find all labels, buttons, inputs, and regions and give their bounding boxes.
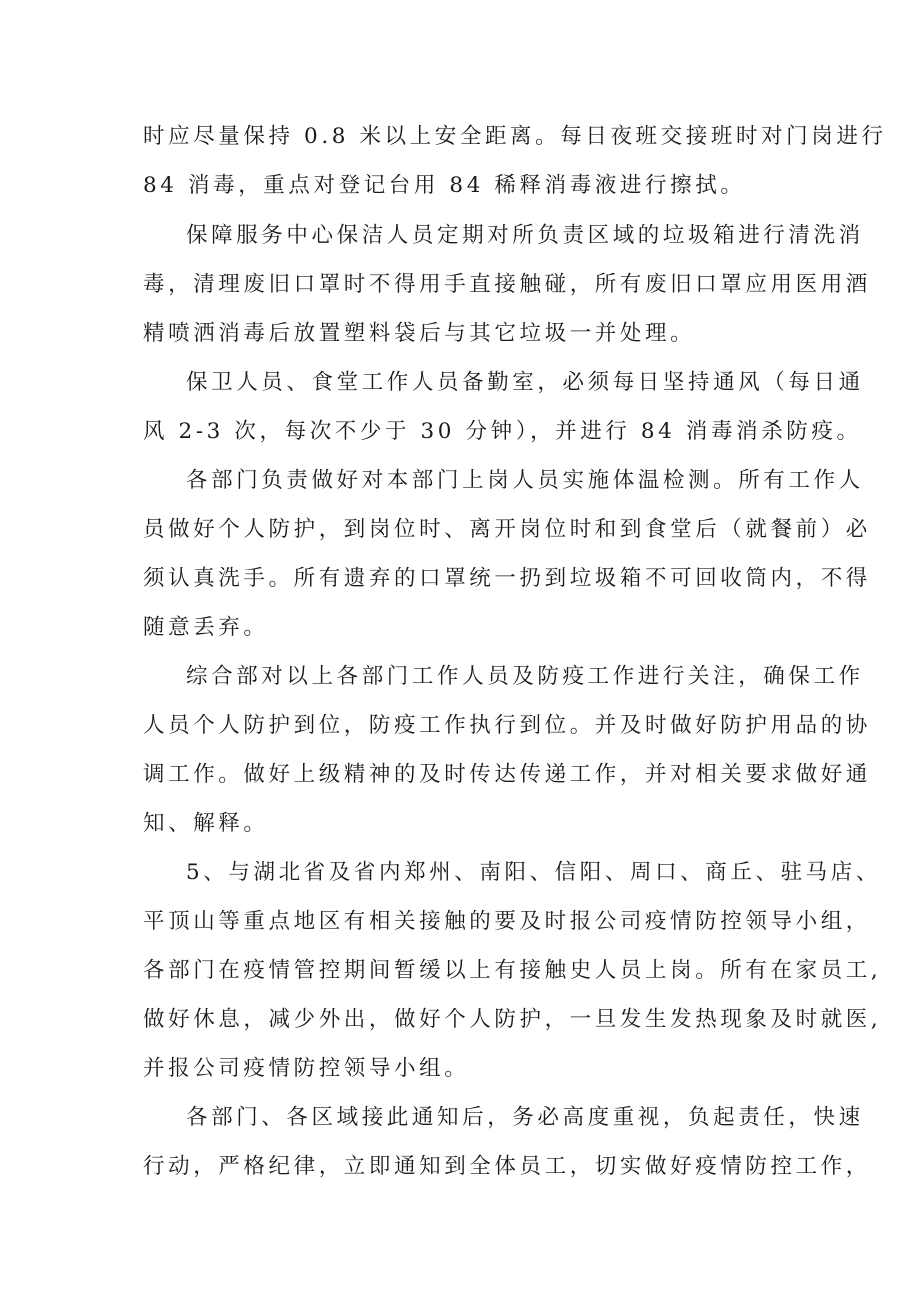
text-line: 毒，清理废旧口罩时不得用手直接触碰，所有废旧口罩应用医用酒 bbox=[143, 272, 871, 297]
text-line: 知、解释。 bbox=[143, 811, 269, 836]
text-line: 须认真洗手。所有遗弃的口罩统一扔到垃圾箱不可回收筒内，不得 bbox=[143, 566, 871, 591]
paragraph-start: 各部门负责做好对本部门上岗人员实施体温检测。所有工作人 bbox=[186, 468, 864, 493]
text-line: 风 2-3 次，每次不少于 30 分钟），并进行 84 消毒消杀防疫。 bbox=[143, 419, 862, 444]
text-line: 精喷洒消毒后放置塑料袋后与其它垃圾一并处理。 bbox=[143, 321, 696, 346]
text-line: 员做好个人防护，到岗位时、离开岗位时和到食堂后（就餐前）必 bbox=[143, 517, 871, 542]
text-line: 人员个人防护到位，防疫工作执行到位。并及时做好防护用品的协 bbox=[143, 713, 871, 738]
text-line: 平顶山等重点地区有相关接触的要及时报公司疫情防控领导小组， bbox=[143, 909, 871, 934]
text-line: 时应尽量保持 0.8 米以上安全距离。每日夜班交接班时对门岗进行 bbox=[143, 124, 887, 149]
text-line: 各部门在疫情管控期间暂缓以上有接触史人员上岗。所有在家员工, bbox=[143, 958, 882, 983]
text-line: 行动，严格纪律，立即通知到全体员工，切实做好疫情防控工作， bbox=[143, 1154, 871, 1179]
text-line: 84 消毒，重点对登记台用 84 稀释消毒液进行擦拭。 bbox=[143, 173, 746, 198]
paragraph-start: 综合部对以上各部门工作人员及防疫工作进行关注，确保工作 bbox=[186, 664, 864, 689]
text-line: 随意丢弃。 bbox=[143, 615, 269, 640]
text-line: 调工作。做好上级精神的及时传达传递工作，并对相关要求做好通 bbox=[143, 762, 871, 787]
text-line: 做好休息，减少外出，做好个人防护，一旦发生发热现象及时就医, bbox=[143, 1007, 882, 1032]
paragraph-start: 5、与湖北省及省内郑州、南阳、信阳、周口、商丘、驻马店、 bbox=[186, 860, 881, 885]
paragraph-start: 各部门、各区域接此通知后，务必高度重视，负起责任，快速 bbox=[186, 1105, 864, 1130]
paragraph-start: 保卫人员、食堂工作人员备勤室，必须每日坚持通风（每日通 bbox=[186, 370, 864, 395]
text-line: 并报公司疫情防控领导小组。 bbox=[143, 1056, 470, 1081]
paragraph-start: 保障服务中心保洁人员定期对所负责区域的垃圾箱进行清洗消 bbox=[186, 223, 864, 248]
